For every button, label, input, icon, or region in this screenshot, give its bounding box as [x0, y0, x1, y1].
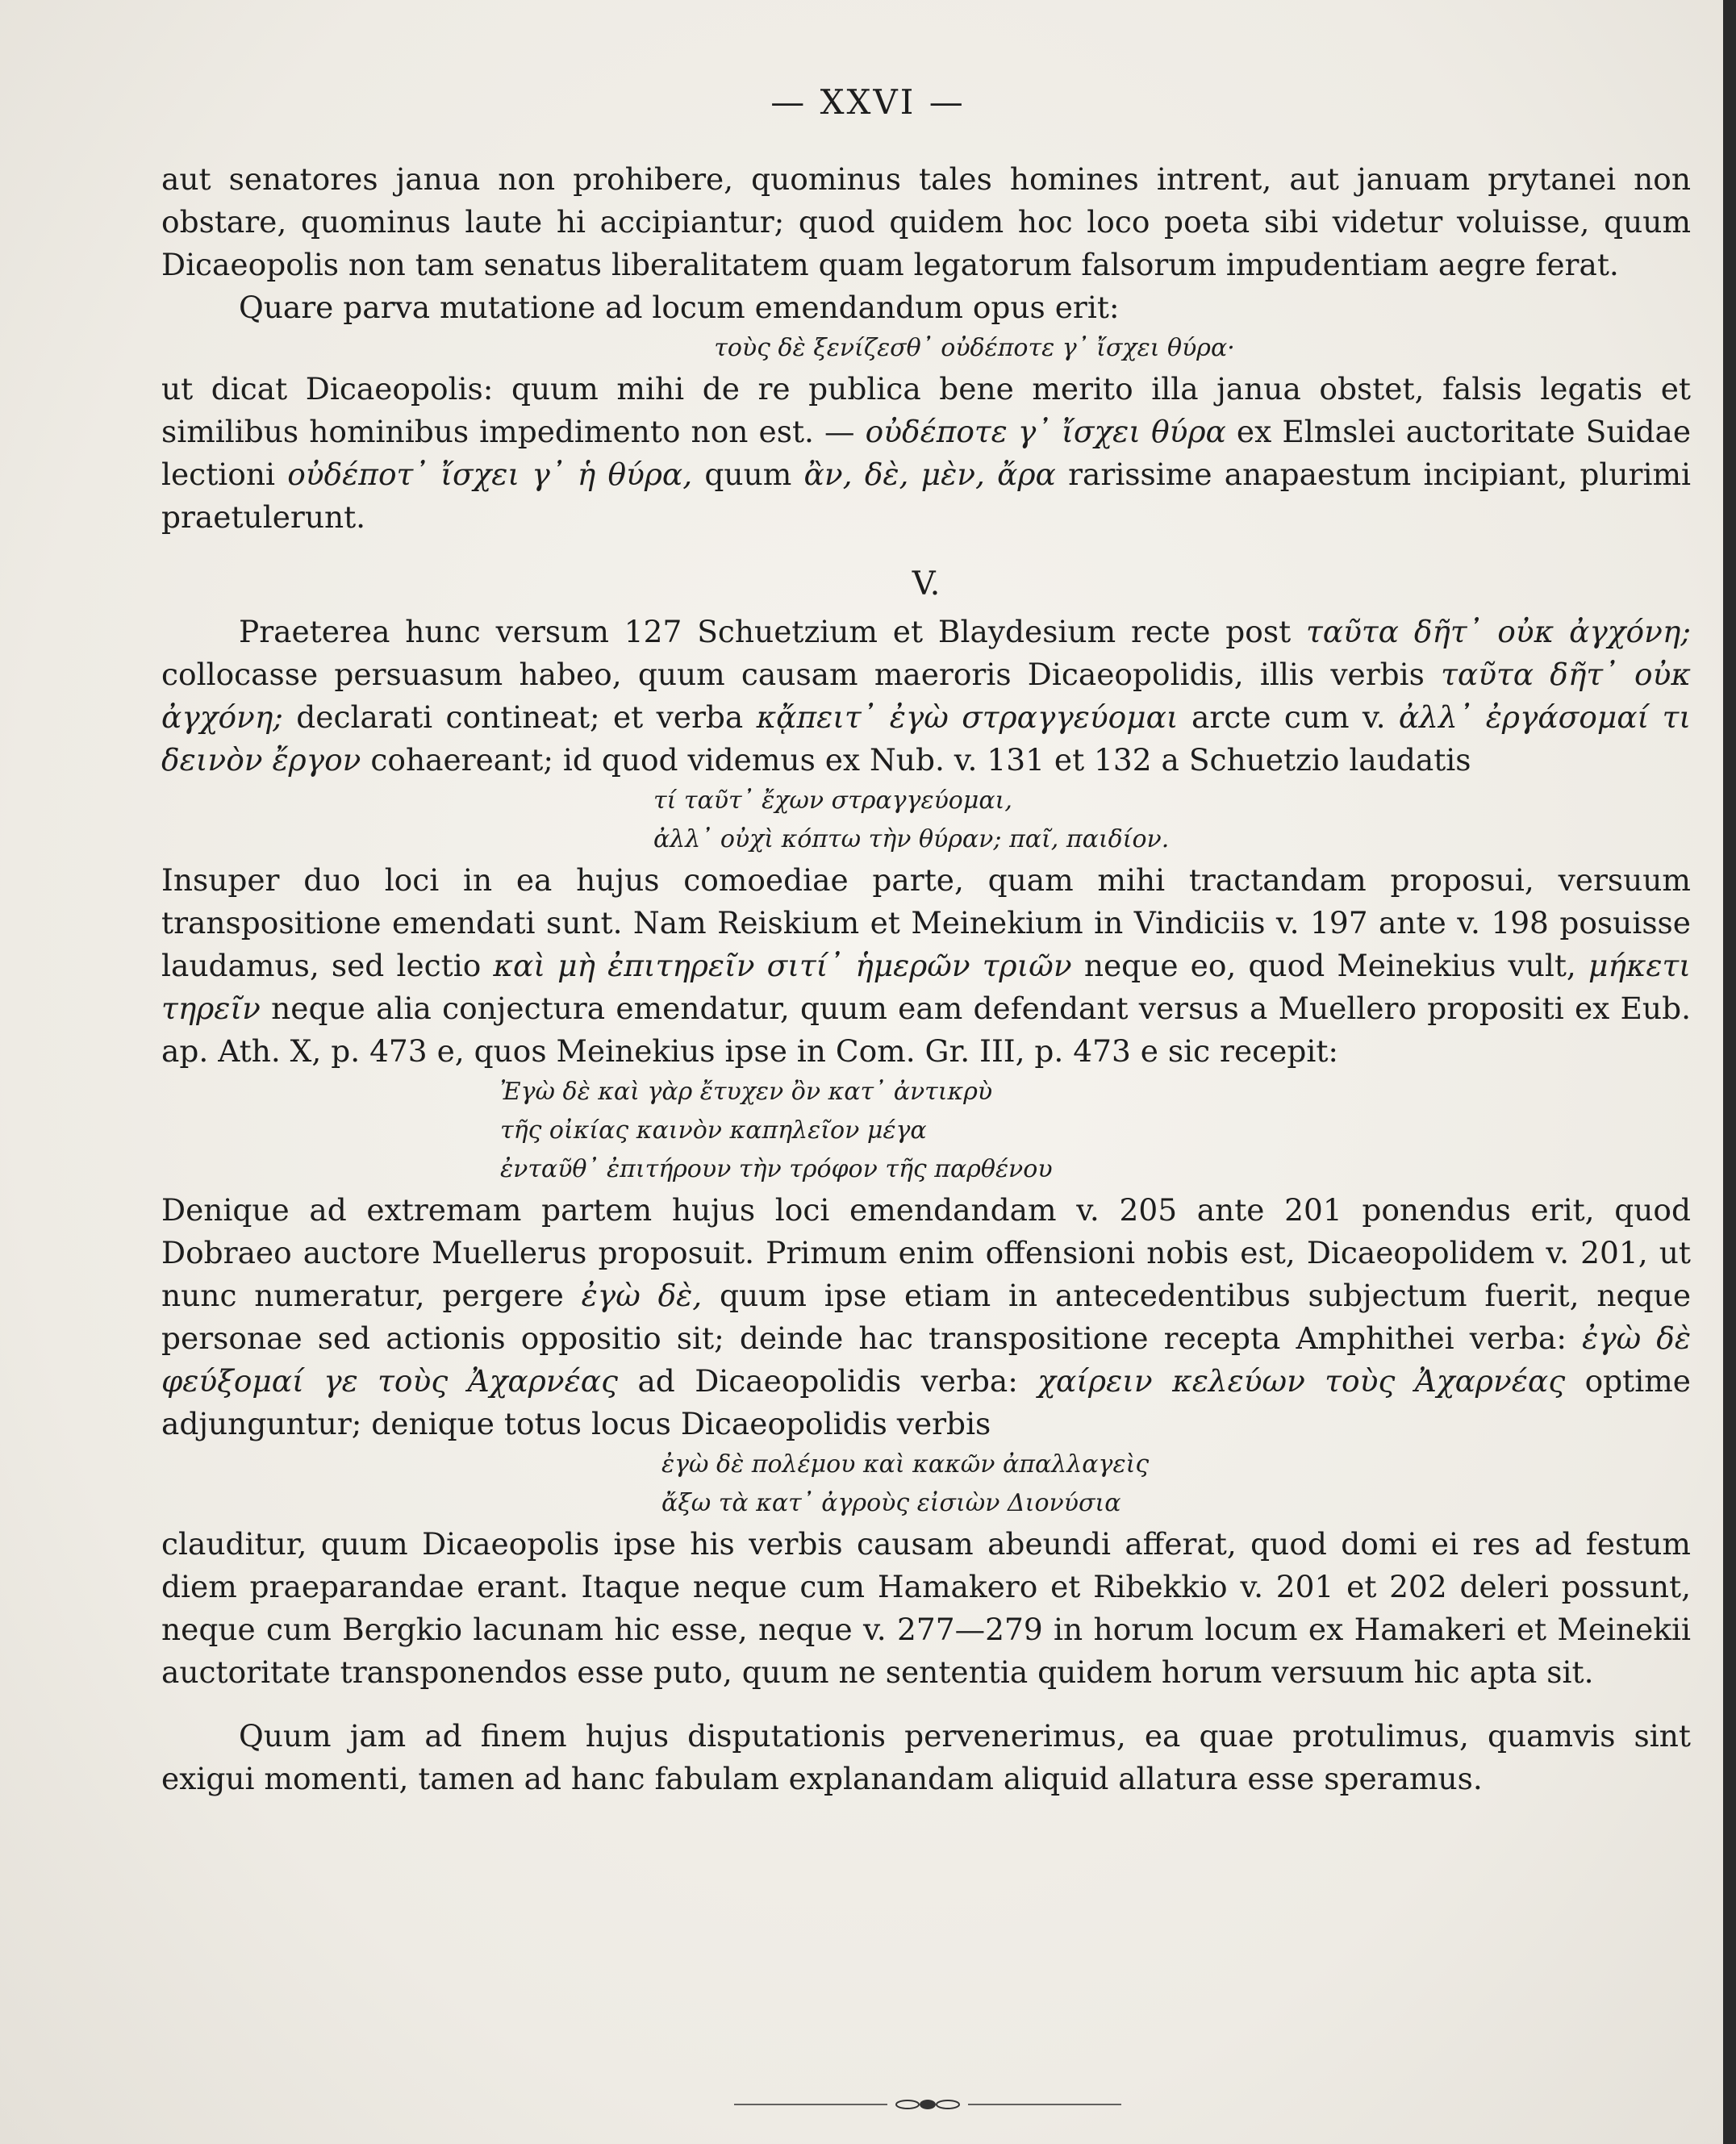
para5-greek-2: μήκετι τηρεῖν — [161, 948, 1691, 1026]
greek-quote-3-line-1: Ἐγὼ δὲ καὶ γὰρ ἔτυχεν ὂν κατ᾽ ἀντικρὺ — [500, 1078, 993, 1106]
para6-text-3: ad Dicaeopolidis verba: — [637, 1363, 1018, 1399]
para6-text-2: quum ipse etiam in antecedentibus subjectum fuerit, neque personae sed actionis oppositio sit; deinde hac transpositione recepta Amphithei verba: — [161, 1278, 1692, 1356]
para3-text-2: ex Elmslei auctoritate Suidae lectioni — [161, 414, 1692, 492]
paragraph-2: Quare parva mutatione ad locum emendandum opus erit: — [239, 290, 1120, 325]
para3-greek-2: οὐδέποτ᾽ ἴσχει γ᾽ ἡ θύρα, — [287, 457, 693, 492]
page-body — [161, 158, 1691, 1800]
para3-text-3: quum — [704, 457, 792, 492]
paragraph-1: aut senatores janua non prohibere, quominus tales homines intrent, aut januam prytanei non obstare, quominus laute hi accipiantur; quod quidem hoc loco poeta sibi videtur voluisse, quum Dicaeopolis non tam senatus liberalitatem quam legatorum falsorum impudentiam aegre ferat. — [161, 161, 1691, 282]
para5-greek-1: καὶ μὴ ἐπιτηρεῖν σιτί᾽ ἡμερῶν τριῶν — [493, 948, 1072, 983]
ornament-divider-icon — [734, 2099, 1121, 2110]
greek-quote-4-line-1: ἐγὼ δὲ πολέμου καὶ κακῶν ἀπαλλαγεὶς — [661, 1450, 1150, 1479]
paragraph-3 — [161, 368, 1691, 539]
para6-text-1: Denique ad extremam partem hujus loci emendandam v. 205 ante 201 ponendus erit, quod Dobraeo auctore Muellerus proposuit. Primum enim offensioni nobis est, Dicaeopolidem v. 201, ut nunc numeratur, pergere — [161, 1192, 1691, 1313]
para3-greek-3: ἂν, δὲ, μὲν, ἄρα — [803, 457, 1056, 492]
para4-greek-2: ταῦτα δῆτ᾽ οὐκ ἀγχόνη; — [161, 657, 1692, 735]
para6-greek-1: ἐγὼ δὲ, — [581, 1278, 703, 1313]
para6-text-4: optime adjunguntur; denique totus locus Dicaeopolidis verbis — [161, 1363, 1691, 1441]
para5-text-3: neque alia conjectura emendatur, quum eam defendant versus a Muellero propositi ex Eub. ap. Ath. X, p. 473 e, quos Meinekius ipse in Com. Gr. III, p. 473 e sic recepit: — [161, 991, 1691, 1069]
para4-greek-1: ταῦτα δῆτ᾽ οὐκ ἀγχόνη; — [1306, 614, 1691, 649]
para4-greek-4: ἀλλ᾽ ἐργάσομαί τι δεινὸν ἔργον — [161, 699, 1692, 778]
section-heading-v: V. — [912, 565, 941, 603]
para3-greek-1: οὐδέποτε γ᾽ ἴσχει θύρα — [865, 414, 1226, 449]
greek-quote-3-line-2: τῆς οἰκίας καινὸν καπηλεῖον μέγα — [500, 1116, 927, 1145]
para3-text-1: ut dicat Dicaeopolis: quum mihi de re publica bene merito illa janua obstet, falsis legatis et similibus hominibus impedimento non est. — — [161, 371, 1691, 449]
page-edge-shadow — [1723, 0, 1736, 2144]
para4-text-1: Praeterea hunc versum 127 Schuetzium et Blaydesium recte post — [239, 614, 1292, 649]
greek-quote-2-line-2: ἀλλ᾽ οὐχὶ κόπτω τὴν θύραν; παῖ, παιδίον. — [653, 825, 1170, 853]
paragraph-6 — [161, 1189, 1691, 1445]
page-number-header: — XXVI — — [770, 82, 966, 122]
para5-text-2: neque eo, quod Meinekius vult, — [1083, 948, 1576, 983]
greek-quote-1: τοὺς δὲ ξενίζεσθ᾽ οὐδέποτε γ᾽ ἴσχει θύρα· — [714, 334, 1235, 362]
paragraph-4 — [161, 611, 1691, 782]
para4-text-2: collocasse persuasum habeo, quum causam maeroris Dicaeopolidis, illis verbis — [161, 657, 1425, 692]
greek-quote-2-line-1: τί ταῦτ᾽ ἔχων στραγγεύομαι, — [653, 786, 1012, 815]
para3-text-4: rarissime anapaestum incipiant, plurimi praetulerunt. — [161, 457, 1691, 535]
para4-greek-3: κᾄπειτ᾽ ἐγὼ στραγγεύομαι — [756, 699, 1179, 735]
paragraph-5 — [161, 859, 1691, 1073]
greek-quote-4-line-2: ἄξω τὰ κατ᾽ ἀγροὺς εἰσιὼν Διονύσια — [661, 1489, 1121, 1517]
paragraph-gap — [161, 1694, 1691, 1715]
para6-greek-3: χαίρειν κελεύων τοὺς Ἀχαρνέας — [1037, 1363, 1566, 1399]
para4-text-4: arcte cum v. — [1191, 699, 1386, 735]
para4-text-3: declarati contineat; et verba — [296, 699, 744, 735]
paragraph-7: clauditur, quum Dicaeopolis ipse his verbis causam abeundi afferat, quod domi ei res ad festum diem praeparandae erant. Itaque neque cum Hamakero et Ribekkio v. 201 et 202 deleri possunt, neque cum Bergkio lacunam hic esse, neque v. 277—279 in horum locum ex Hamakeri et Meinekii auctoritate transponendos esse puto, quum ne sententia quidem horum versuum hic apta sit. — [161, 1526, 1691, 1690]
para4-text-5: cohaereant; id quod videmus ex Nub. v. 131 et 132 a Schuetzio laudatis — [370, 742, 1471, 778]
paragraph-8: Quum jam ad finem hujus disputationis pervenerimus, ea quae protulimus, quamvis sint exigui momenti, tamen ad hanc fabulam explanandam aliquid allatura esse speramus. — [161, 1718, 1691, 1796]
greek-quote-3-line-3: ἐνταῦθ᾽ ἐπιτήρουν τὴν τρόφον τῆς παρθένου — [500, 1155, 1053, 1183]
para6-greek-2: ἐγὼ δὲ φεύξομαί γε τοὺς Ἀχαρνέας — [161, 1320, 1691, 1399]
para5-text-1: Insuper duo loci in ea hujus comoediae parte, quam mihi tractandam proposui, versuum transpositione emendati sunt. Nam Reiskium et Meinekium in Vindiciis v. 197 ante v. 198 posuisse laudamus, sed lectio — [161, 862, 1691, 983]
